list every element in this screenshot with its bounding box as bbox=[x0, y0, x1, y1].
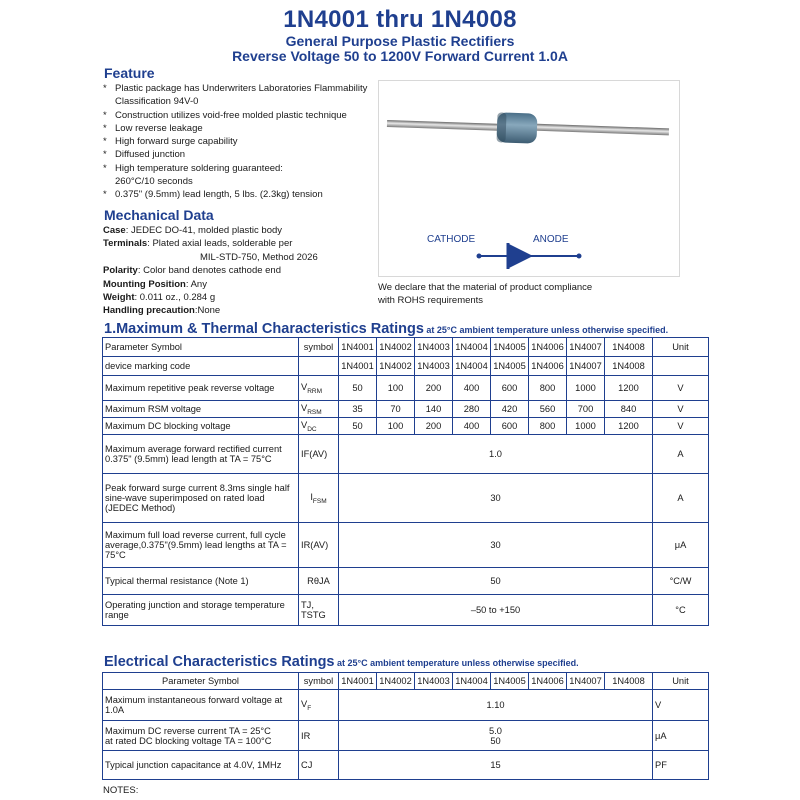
feature-list bbox=[103, 82, 373, 202]
table-row bbox=[103, 435, 709, 474]
unit-header: Unit bbox=[653, 673, 709, 690]
table-row bbox=[103, 721, 709, 751]
param-cell: Typical thermal resistance (Note 1) bbox=[103, 568, 299, 595]
table-row bbox=[103, 595, 709, 626]
value-cell: 1200 bbox=[605, 418, 653, 435]
table-row bbox=[103, 568, 709, 595]
mechanical-heading: Mechanical Data bbox=[104, 207, 214, 223]
unit-cell: V bbox=[653, 418, 709, 435]
section1-title: 1.Maximum & Thermal Characteristics Ratings at 25°C ambient temperature unless otherwise specified. bbox=[104, 321, 669, 337]
value-cell: 15 bbox=[339, 751, 653, 780]
table-row bbox=[103, 751, 709, 780]
diode-product-image bbox=[378, 80, 680, 277]
unit-cell: A bbox=[653, 474, 709, 523]
table-row bbox=[103, 523, 709, 568]
param-cell: device marking code bbox=[103, 357, 299, 376]
value-cell: 800 bbox=[529, 376, 567, 401]
part-header: 1N4002 bbox=[377, 673, 415, 690]
param-cell: Typical junction capacitance at 4.0V, 1MHz bbox=[103, 751, 299, 780]
value-cell: 50 bbox=[339, 418, 377, 435]
part-header: 1N4001 bbox=[339, 673, 377, 690]
value-cell: 600 bbox=[491, 376, 529, 401]
table-header-row bbox=[103, 338, 709, 357]
section2-title: Electrical Characteristics Ratings at 25°C ambient temperature unless otherwise specified. bbox=[104, 654, 579, 670]
diode-symbol bbox=[477, 243, 582, 269]
part-header: 1N4007 bbox=[567, 338, 605, 357]
value-cell: 1.10 bbox=[339, 690, 653, 721]
table-row bbox=[103, 357, 709, 376]
diode-illustration bbox=[379, 81, 679, 276]
symbol-cell: IR bbox=[299, 721, 339, 751]
part-header: 1N4007 bbox=[567, 673, 605, 690]
feature-item: * Plastic package has Underwriters Laboratories Flammability Classification 94V-0 bbox=[103, 83, 368, 108]
part-header: 1N4002 bbox=[377, 338, 415, 357]
unit-cell: PF bbox=[653, 751, 709, 780]
param-cell: Maximum DC blocking voltage bbox=[103, 418, 299, 435]
unit-cell: A bbox=[653, 435, 709, 474]
value-cell: –50 to +150 bbox=[339, 595, 653, 626]
param-header: Parameter Symbol bbox=[103, 338, 299, 357]
feature-heading: Feature bbox=[104, 65, 155, 81]
symbol-cell: IF(AV) bbox=[299, 435, 339, 474]
part-header: 1N4001 bbox=[339, 338, 377, 357]
value-cell: 1N4007 bbox=[567, 357, 605, 376]
part-header: 1N4004 bbox=[453, 338, 491, 357]
value-cell: 1N4008 bbox=[605, 357, 653, 376]
value-cell: 840 bbox=[605, 401, 653, 418]
section1-note: at 25°C ambient temperature unless otherwise specified. bbox=[423, 325, 669, 335]
value-cell: 400 bbox=[453, 418, 491, 435]
datasheet-subtitle-2: Reverse Voltage 50 to 1200V Forward Current 1.0A bbox=[232, 48, 568, 64]
symbol-cell: $V_F$ bbox=[299, 690, 339, 721]
max-ratings-table bbox=[102, 337, 709, 626]
value-cell: 600 bbox=[491, 418, 529, 435]
symbol-cell: IR(AV) bbox=[299, 523, 339, 568]
symbol-cell: $I_{FSM}$ bbox=[299, 474, 339, 523]
unit-cell: μA bbox=[653, 523, 709, 568]
value-cell: 35 bbox=[339, 401, 377, 418]
mounting-row: Mounting Position: Any bbox=[103, 278, 207, 290]
value-cell: 560 bbox=[529, 401, 567, 418]
value-cell: 1N4003 bbox=[415, 357, 453, 376]
value-cell: 1000 bbox=[567, 418, 605, 435]
mechanical-data bbox=[103, 224, 373, 318]
param-cell: Maximum RSM voltage bbox=[103, 401, 299, 418]
weight-row: Weight: 0.011 oz., 0.284 g bbox=[103, 292, 216, 304]
datasheet-subtitle-1: General Purpose Plastic Rectifiers bbox=[285, 33, 515, 49]
param-cell: Maximum average forward rectified current 0.375" (9.5mm) lead length at TA = 75°C bbox=[103, 435, 299, 474]
handling-row: Handling precaution:None bbox=[103, 305, 221, 317]
value-cell: 1N4006 bbox=[529, 357, 567, 376]
feature-item: * Low reverse leakage bbox=[103, 122, 203, 134]
symbol-cell: TJ, TSTG bbox=[299, 595, 339, 626]
value-cell: 100 bbox=[377, 418, 415, 435]
unit-cell: V bbox=[653, 690, 709, 721]
part-header: 1N4008 bbox=[605, 338, 653, 357]
rohs-declaration: We declare that the material of product compliance with ROHS requirements bbox=[378, 282, 593, 306]
part-header: 1N4006 bbox=[529, 338, 567, 357]
polarity-row: Polarity: Color band denotes cathode end bbox=[103, 265, 281, 277]
value-cell: 1N4002 bbox=[377, 357, 415, 376]
symbol-cell bbox=[299, 357, 339, 376]
feature-item: * Diffused junction bbox=[103, 149, 186, 161]
part-header: 1N4005 bbox=[491, 673, 529, 690]
symbol-cell: $V_{RRM}$ bbox=[299, 376, 339, 401]
table-row bbox=[103, 401, 709, 418]
value-cell: 200 bbox=[415, 376, 453, 401]
anode-label: ANODE bbox=[533, 234, 569, 245]
terminals-row-2: MIL-STD-750, Method 2026 bbox=[200, 251, 318, 263]
param-cell: Maximum repetitive peak reverse voltage bbox=[103, 376, 299, 401]
table-row bbox=[103, 474, 709, 523]
table-header-row bbox=[103, 673, 709, 690]
value-cell: 400 bbox=[453, 376, 491, 401]
value-cell: 50 bbox=[339, 376, 377, 401]
part-header: 1N4008 bbox=[605, 673, 653, 690]
value-cell: 70 bbox=[377, 401, 415, 418]
value-cell: 1.0 bbox=[339, 435, 653, 474]
datasheet-title: 1N4001 thru 1N4008 bbox=[283, 6, 517, 33]
value-cell: 200 bbox=[415, 418, 453, 435]
terminals-row: Terminals: Plated axial leads, solderable per bbox=[103, 238, 293, 250]
part-header: 1N4003 bbox=[415, 338, 453, 357]
part-header: 1N4005 bbox=[491, 338, 529, 357]
symbol-cell: RθJA bbox=[299, 568, 339, 595]
electrical-ratings-table bbox=[102, 672, 709, 780]
param-cell: Maximum full load reverse current, full cycle average,0.375"(9.5mm) lead lengths at TA = 75°C bbox=[103, 523, 299, 568]
param-cell: Operating junction and storage temperature range bbox=[103, 595, 299, 626]
value-cell: 100 bbox=[377, 376, 415, 401]
value-cell: 1200 bbox=[605, 376, 653, 401]
case-row: Case: JEDEC DO-41, molded plastic body bbox=[103, 225, 283, 236]
part-header: 1N4003 bbox=[415, 673, 453, 690]
value-cell: 420 bbox=[491, 401, 529, 418]
diode-photo bbox=[387, 112, 669, 143]
unit-header: Unit bbox=[653, 338, 709, 357]
value-cell: 1N4001 bbox=[339, 357, 377, 376]
table-row bbox=[103, 690, 709, 721]
cathode-label: CATHODE bbox=[427, 234, 476, 245]
notes-label: NOTES: bbox=[103, 785, 139, 796]
value-cell: 30 bbox=[339, 474, 653, 523]
unit-cell bbox=[653, 357, 709, 376]
unit-cell: μA bbox=[653, 721, 709, 751]
part-header: 1N4004 bbox=[453, 673, 491, 690]
param-cell: Maximum instantaneous forward voltage at 1.0A bbox=[103, 690, 299, 721]
value-cell: 1000 bbox=[567, 376, 605, 401]
part-header: 1N4006 bbox=[529, 673, 567, 690]
symbol-cell: $V_{RSM}$ bbox=[299, 401, 339, 418]
unit-cell: °C bbox=[653, 595, 709, 626]
table-row bbox=[103, 376, 709, 401]
symbol-cell: $V_{DC}$ bbox=[299, 418, 339, 435]
param-header: Parameter Symbol bbox=[103, 673, 299, 690]
symbol-header: symbol bbox=[299, 338, 339, 357]
value-cell: 280 bbox=[453, 401, 491, 418]
symbol-header: symbol bbox=[299, 673, 339, 690]
symbol-cell: CJ bbox=[299, 751, 339, 780]
section2-note: at 25°C ambient temperature unless otherwise specified. bbox=[334, 658, 579, 668]
feature-item: * Construction utilizes void-free molded plastic technique bbox=[103, 109, 347, 121]
feature-item: * High temperature soldering guaranteed: 260°C/10 seconds bbox=[103, 162, 283, 188]
value-cell: 1N4004 bbox=[453, 357, 491, 376]
value-cell: 50 bbox=[339, 568, 653, 595]
unit-cell: V bbox=[653, 401, 709, 418]
value-cell: 140 bbox=[415, 401, 453, 418]
unit-cell: °C/W bbox=[653, 568, 709, 595]
unit-cell: V bbox=[653, 376, 709, 401]
table-row bbox=[103, 418, 709, 435]
param-cell: Maximum DC reverse current TA = 25°C at rated DC blocking voltage TA = 100°C bbox=[103, 721, 299, 751]
value-cell: 800 bbox=[529, 418, 567, 435]
feature-item: * High forward surge capability bbox=[103, 136, 238, 148]
value-cell: 30 bbox=[339, 523, 653, 568]
param-cell: Peak forward surge current 8.3ms single half sine-wave superimposed on rated load (JEDEC Method) bbox=[103, 474, 299, 523]
value-cell: 700 bbox=[567, 401, 605, 418]
value-cell: 1N4005 bbox=[491, 357, 529, 376]
feature-item: * 0.375" (9.5mm) lead length, 5 lbs. (2.3kg) tension bbox=[103, 189, 323, 201]
value-cell: 5.0 50 bbox=[339, 721, 653, 751]
